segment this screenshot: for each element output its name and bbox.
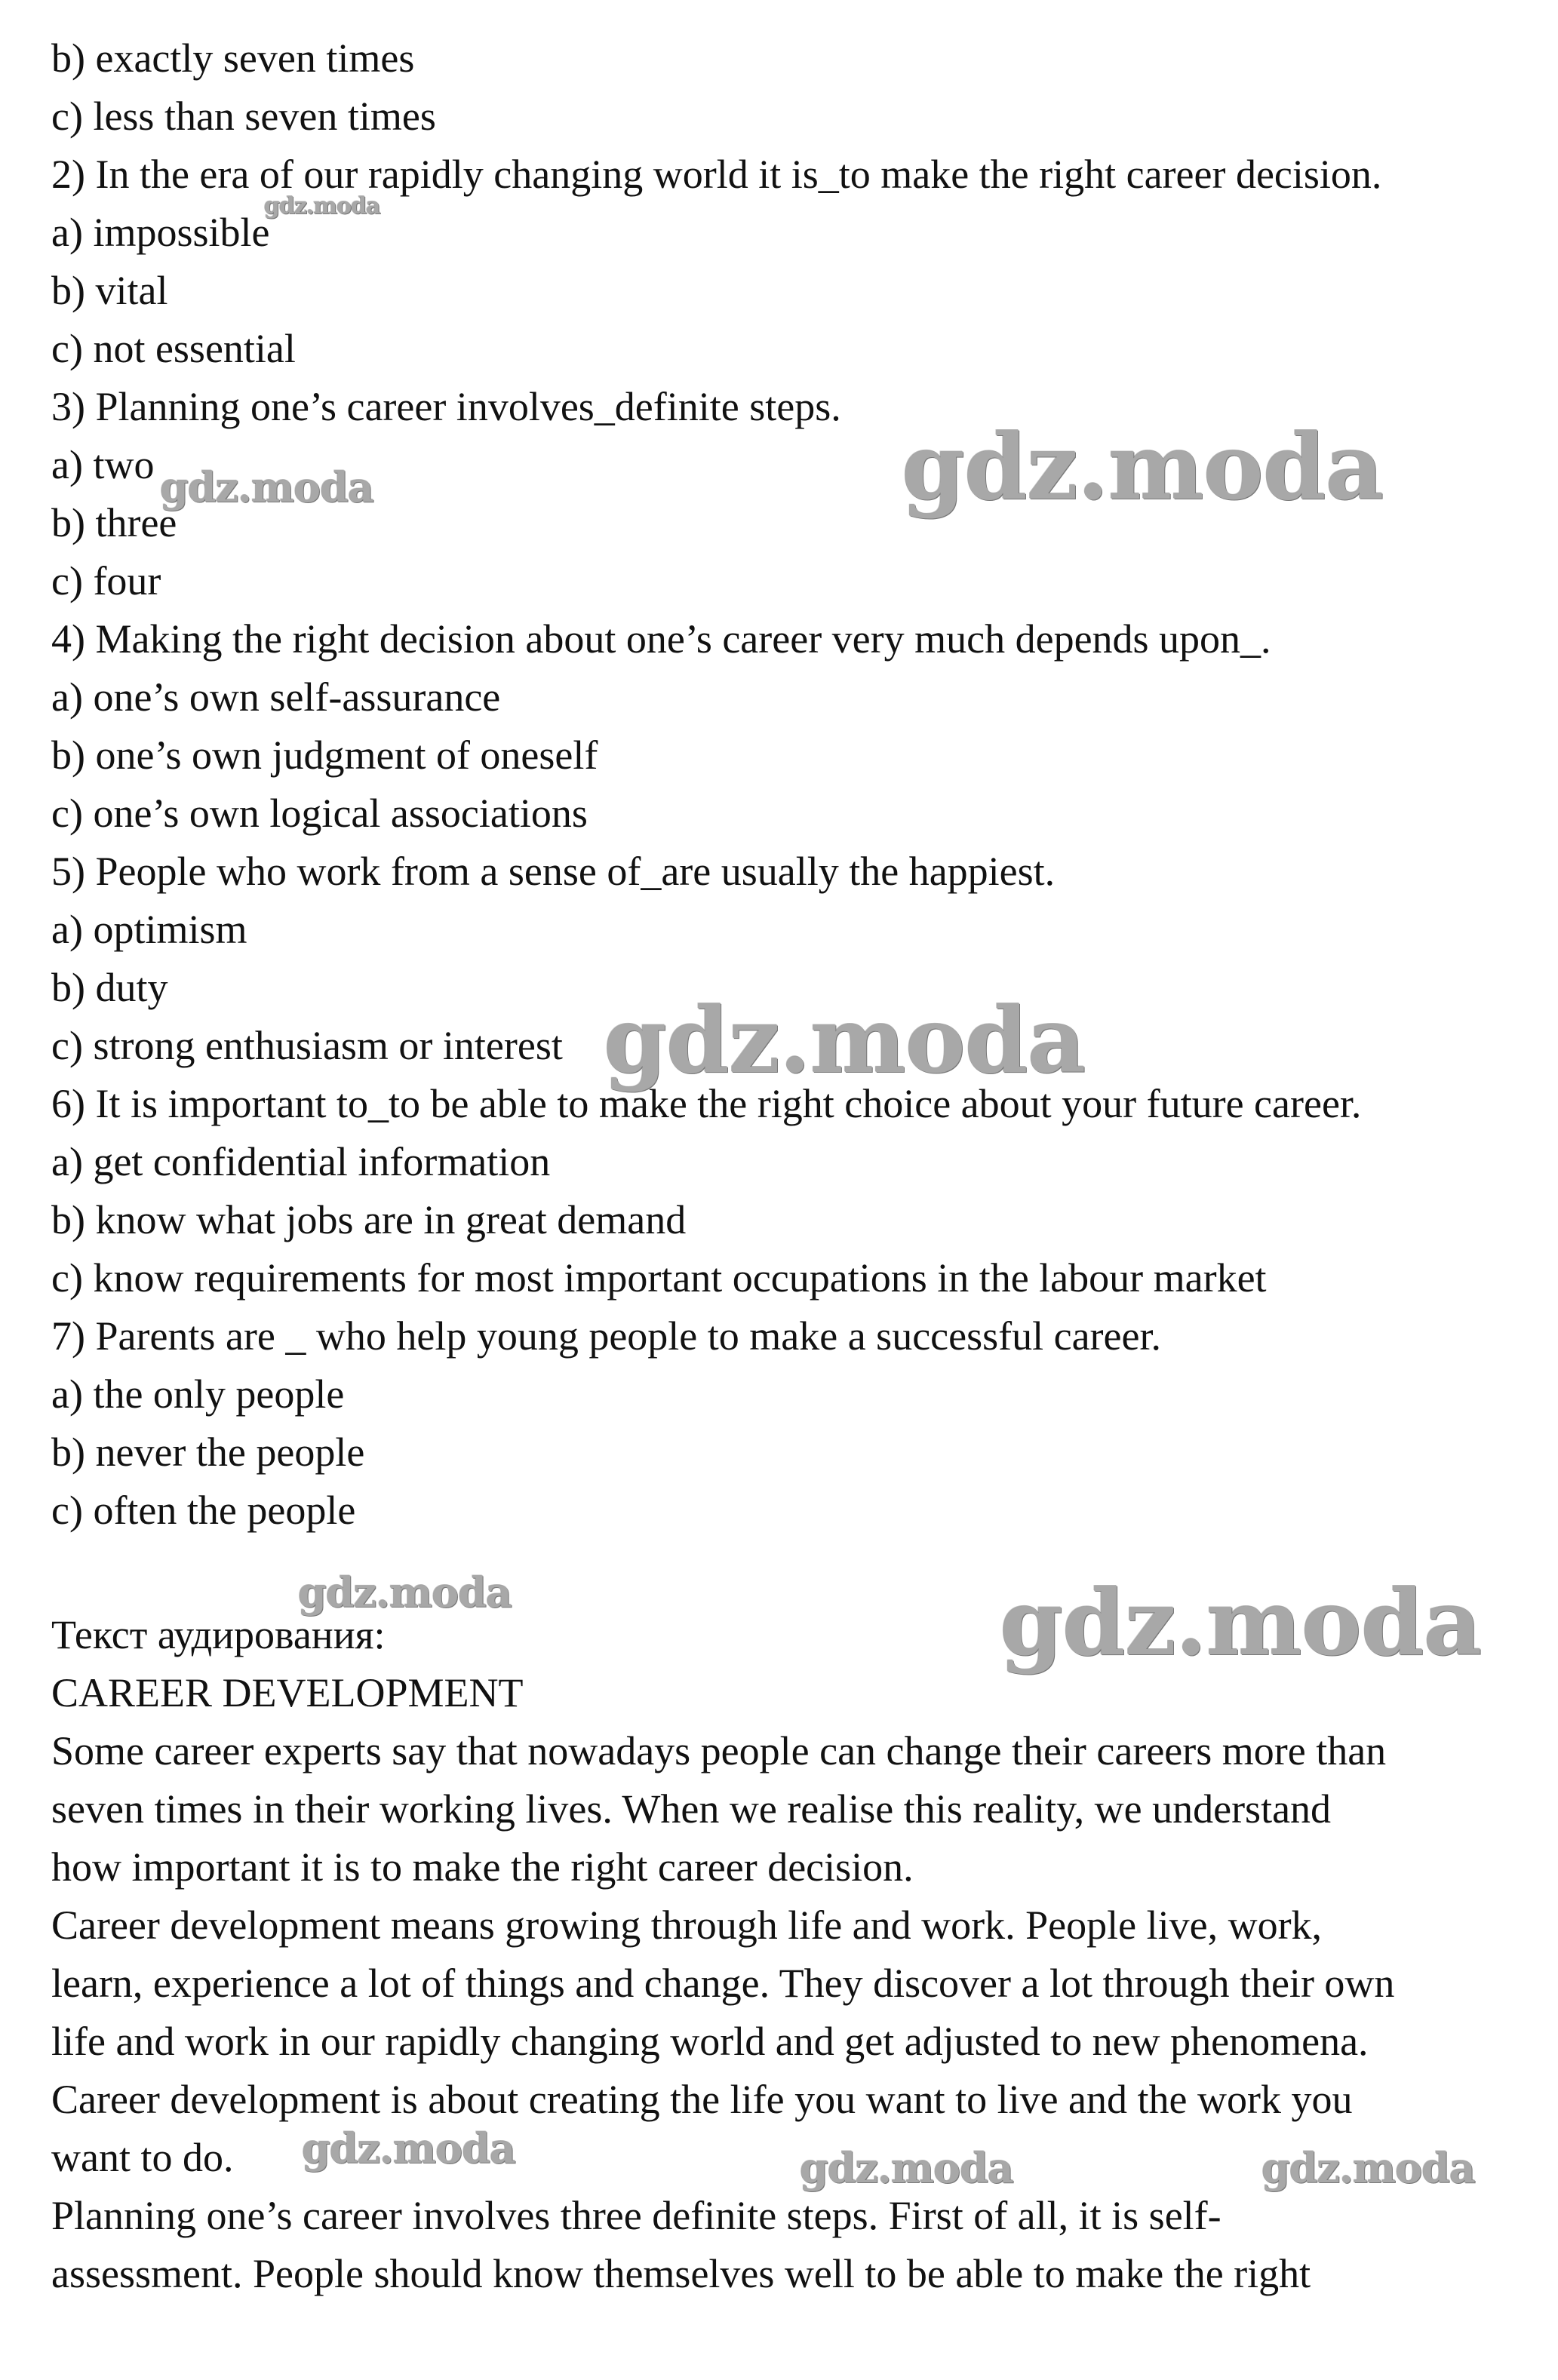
answer-6c: c) know requirements for most important occupations in the labour market	[51, 1255, 1267, 1301]
answer-3c: c) four	[51, 558, 161, 603]
answer-3a: a) two	[51, 442, 155, 487]
watermark: gdz.moda	[1000, 1570, 1482, 1676]
answer-2a: a) impossible	[51, 210, 270, 255]
watermark: gdz.moda	[264, 193, 380, 220]
text-paragraph-line: assessment. People should know themselves well to be able to make the right	[51, 2251, 1311, 2296]
watermark: gdz.moda	[302, 2124, 515, 2173]
text-paragraph-line: seven times in their working lives. When we realise this reality, we understand	[51, 1786, 1332, 1832]
watermark: gdz.moda	[902, 414, 1384, 521]
watermark: gdz.moda	[298, 1568, 512, 1617]
question-6: 6) It is important to_to be able to make the right choice about your future career.	[51, 1081, 1362, 1126]
watermark: gdz.moda	[604, 987, 1086, 1094]
answer-6a: a) get confidential information	[51, 1139, 551, 1184]
text-paragraph-line: Some career experts say that nowadays people can change their careers more than	[51, 1728, 1387, 1773]
answer-5c: c) strong enthusiasm or interest	[51, 1023, 563, 1068]
text-paragraph-line: Planning one’s career involves three definite steps. First of all, it is self-	[51, 2193, 1222, 2238]
answer-1b: b) exactly seven times	[51, 35, 415, 81]
answer-1c: c) less than seven times	[51, 94, 436, 139]
answer-4b: b) one’s own judgment of oneself	[51, 732, 598, 778]
answer-4a: a) one’s own self-assurance	[51, 674, 501, 720]
answer-4c: c) one’s own logical associations	[51, 791, 588, 836]
question-3: 3) Planning one’s career involves_definite steps.	[51, 384, 841, 429]
answer-5b: b) duty	[51, 965, 168, 1010]
watermark: gdz.moda	[160, 463, 373, 511]
text-paragraph-line: Career development is about creating the life you want to live and the work you	[51, 2077, 1353, 2122]
question-7: 7) Parents are _ who help young people to make a successful career.	[51, 1313, 1161, 1359]
text-paragraph-line: learn, experience a lot of things and change. They discover a lot through their own	[51, 1961, 1395, 2006]
answer-2b: b) vital	[51, 268, 168, 313]
question-4: 4) Making the right decision about one’s career very much depends upon_.	[51, 616, 1271, 662]
answer-7a: a) the only people	[51, 1371, 345, 1417]
answer-7b: b) never the people	[51, 1430, 365, 1475]
watermark: gdz.moda	[800, 2144, 1013, 2192]
text-paragraph-line: want to do.	[51, 2135, 234, 2180]
answer-6b: b) know what jobs are in great demand	[51, 1197, 687, 1242]
text-paragraph-line: how important it is to make the right career decision.	[51, 1844, 914, 1890]
text-title: CAREER DEVELOPMENT	[51, 1670, 524, 1715]
question-5: 5) People who work from a sense of_are usually the happiest.	[51, 849, 1056, 894]
text-paragraph-line: Career development means growing through life and work. People live, work,	[51, 1902, 1323, 1948]
answer-7c: c) often the people	[51, 1488, 356, 1533]
text-paragraph-line: life and work in our rapidly changing world and get adjusted to new phenomena.	[51, 2019, 1369, 2064]
answer-3b: b) three	[51, 500, 177, 545]
watermark: gdz.moda	[1261, 2144, 1475, 2192]
answer-5a: a) optimism	[51, 907, 247, 952]
answer-2c: c) not essential	[51, 326, 296, 371]
listening-heading: Текст аудирования:	[51, 1612, 386, 1657]
question-2: 2) In the era of our rapidly changing world it is_to make the right career decision.	[51, 152, 1382, 197]
